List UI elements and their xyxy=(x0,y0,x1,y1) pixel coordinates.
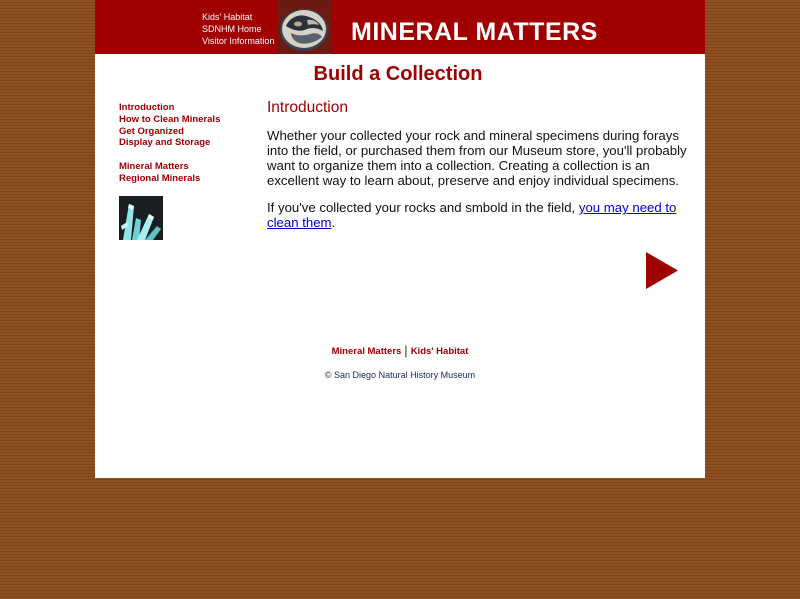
clean-paragraph-suffix: . xyxy=(331,215,336,230)
footer-separator: | xyxy=(404,343,408,358)
header-link-visitor-information[interactable]: Visitor Information xyxy=(202,36,275,46)
copyright-notice: © San Diego Natural History Museum xyxy=(324,370,476,380)
intro-paragraph: Whether your collected your rock and mineral specimens during forays into the field, or purchased them from our Museum store, you'll probably want to organize them into a collection. Creating a collection is an excellent way to learn about, preserve and enjoy individual specimens. xyxy=(267,128,687,188)
header-banner xyxy=(95,0,705,54)
footer-link-mineral-matters[interactable]: Mineral Matters xyxy=(331,346,402,357)
next-arrow-icon[interactable] xyxy=(646,252,678,289)
main-content xyxy=(267,100,687,242)
footer-link-kids-habitat[interactable]: Kids' Habitat xyxy=(410,346,469,357)
clean-them-link[interactable]: you may need to clean them xyxy=(267,200,677,230)
sidebar-item-regional-minerals[interactable]: Regional Minerals xyxy=(119,172,201,184)
section-heading: Introduction xyxy=(267,99,348,116)
page-title: Build a Collection xyxy=(313,63,483,85)
sidebar-item-mineral-matters[interactable]: Mineral Matters xyxy=(119,161,189,173)
clean-paragraph-text: If you've collected your rocks and smbold in the field, xyxy=(267,200,579,215)
clean-paragraph xyxy=(267,200,687,230)
sidebar-item-how-to-clean-minerals[interactable]: How to Clean Minerals xyxy=(119,113,221,125)
header-link-sdnhm-home[interactable]: SDNHM Home xyxy=(202,24,262,34)
crystal-thumbnail[interactable] xyxy=(119,196,163,240)
header-nav xyxy=(202,11,274,47)
sidebar-item-introduction[interactable]: Introduction xyxy=(119,102,175,113)
site-title: MINERAL MATTERS xyxy=(351,18,598,46)
sidebar-spacer xyxy=(119,149,220,161)
sidebar-item-display-and-storage[interactable]: Display and Storage xyxy=(119,137,211,149)
footer-nav xyxy=(95,343,705,358)
page-container xyxy=(95,0,705,478)
sidebar-item-get-organized[interactable]: Get Organized xyxy=(119,125,184,137)
header-link-kids-habitat[interactable]: Kids' Habitat xyxy=(202,12,253,22)
mineral-logo-icon[interactable] xyxy=(277,0,332,54)
sidebar-nav xyxy=(119,102,220,185)
